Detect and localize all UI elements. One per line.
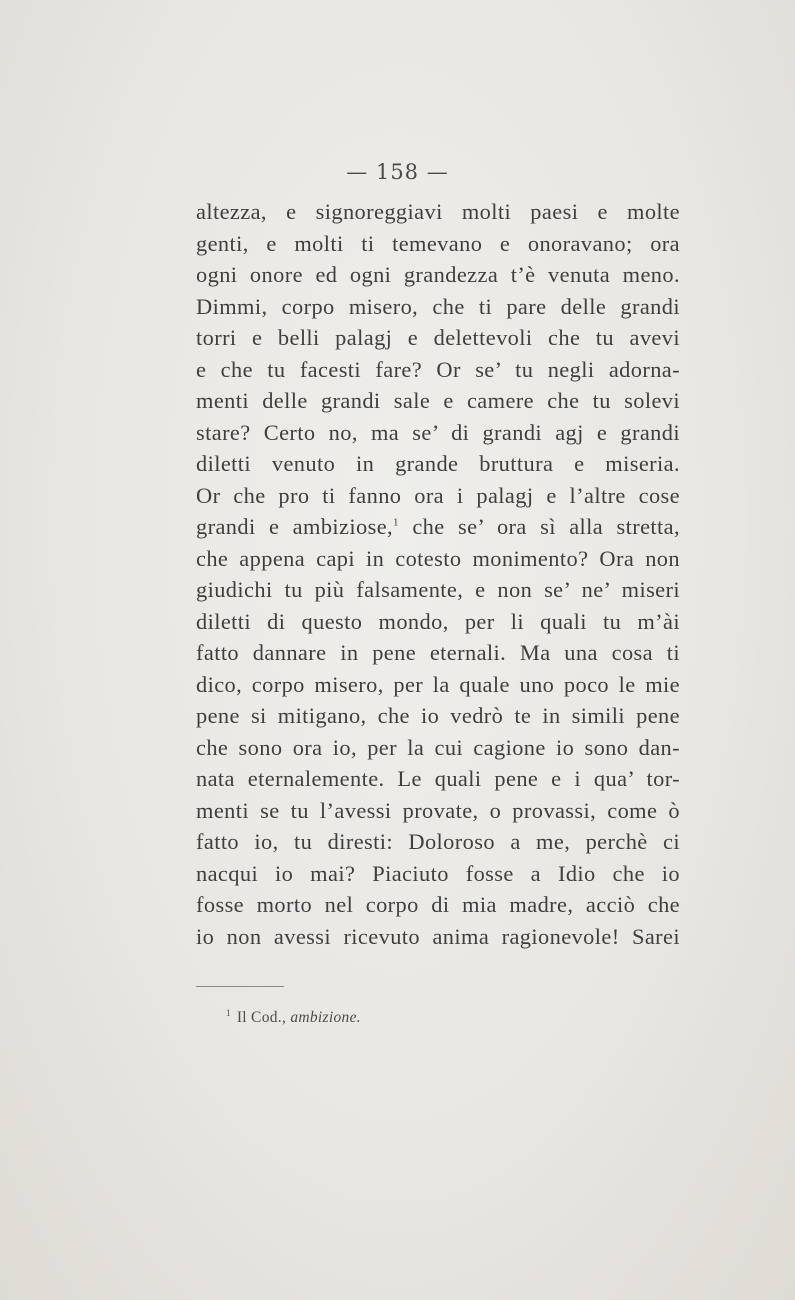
text-line-with-footnote (196, 511, 680, 543)
text-line: stare? Certo no, ma se’ di grandi agj e grandi (196, 419, 680, 445)
footnote-mark: 1 (226, 1008, 231, 1018)
text-line: Or che pro ti fanno ora i palagj e l’altre cose (196, 482, 680, 508)
footnote (226, 1008, 361, 1027)
text-line: nata eternalemente. Le quali pene e i qua’ tor- (196, 766, 680, 791)
footnote-italic: ambizione. (290, 1009, 361, 1027)
text-line: altezza, e signoreggiavi molti paesi e molte (196, 199, 680, 224)
text-line: pene si mitigano, che io vedrò te in simili pene (196, 703, 680, 728)
text-line: menti se tu l’avessi provate, o provassi, come ò (196, 797, 680, 823)
text-line: ogni onore ed ogni grandezza t’è venuta meno. (196, 262, 680, 287)
text-line: dico, corpo misero, per la quale uno poco le mie (196, 671, 680, 697)
text-fragment: grandi e ambiziose, (196, 514, 394, 539)
text-fragment: che se’ ora sì alla stretta, (398, 514, 680, 539)
text-line: diletti venuto in grande bruttura e miseria. (196, 451, 680, 476)
footnote-divider (196, 986, 284, 987)
text-line: giudichi tu più falsamente, e non se’ ne’ miseri (196, 577, 680, 602)
text-line: genti, e molti ti temevano e onoravano; ora (196, 230, 680, 256)
footnote-text: Il Cod., (236, 1009, 287, 1027)
body-text (196, 196, 680, 952)
text-line: che sono ora io, per la cui cagione io sono dan- (196, 734, 680, 760)
text-line: io non avessi ricevuto anima ragionevole! Sarei (196, 923, 680, 949)
text-line: menti delle grandi sale e camere che tu solevi (196, 388, 680, 413)
footnote-reference: 1 (393, 516, 399, 529)
text-line: diletti di questo mondo, per li quali tu m’ài (196, 608, 680, 634)
page-number: — 158 — (346, 160, 449, 184)
text-line: fosse morto nel corpo di mia madre, acciò che (196, 892, 680, 917)
text-line: fatto io, tu diresti: Doloroso a me, perchè ci (196, 829, 680, 854)
text-line: nacqui io mai? Piaciuto fosse a Idio che io (196, 860, 680, 886)
text-line: Dimmi, corpo misero, che ti pare delle grandi (196, 293, 680, 319)
text-line: e che tu facesti fare? Or se’ tu negli adorna- (196, 356, 680, 382)
text-line: fatto dannare in pene eternali. Ma una cosa ti (196, 640, 680, 665)
text-line: torri e belli palagj e delettevoli che tu avevi (196, 325, 680, 350)
text-line: che appena capi in cotesto monimento? Ora non (196, 545, 680, 571)
